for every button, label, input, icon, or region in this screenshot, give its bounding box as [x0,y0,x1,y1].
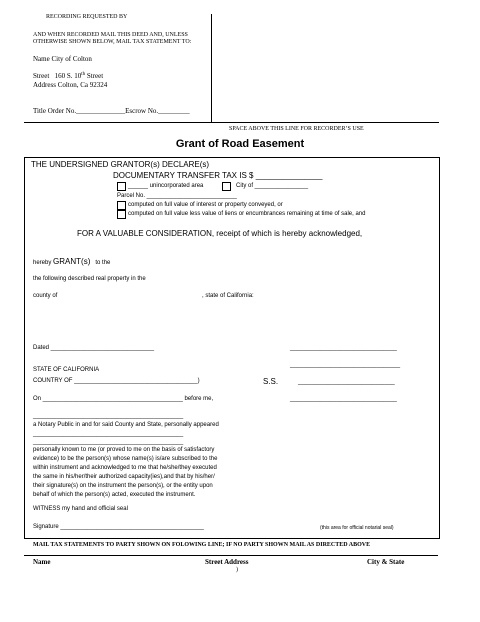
notary-blank-1: _____________________________________________ [33,413,184,419]
witness-line: WITNESS my hand and official seal [33,506,128,512]
notary-body-1: personally known to me (or proved to me on the basis of satisfactory [33,447,215,453]
mail-tax-city-state: City & State [367,558,405,566]
mail-tax-heading: MAIL TAX STATEMENTS TO PARTY SHOWN ON FOLOWING LINE; IF NO PARTY SHOWN MAIL AS DIRECTED ABOVE [33,542,371,548]
grant-line: hereby GRANT(s) to the [33,257,111,266]
notary-signature-line: Signature ___________________________________________ [33,524,204,530]
ss-label: S.S. [263,377,279,386]
notarial-seal-area: (this area for official notarial seal) [320,525,394,531]
mail-instruction-line1: AND WHEN RECORDED MAIL THIS DEED AND, UNLESS [33,32,188,38]
mail-instruction-line2: OTHERWISE SHOWN BELOW, MAIL TAX STATEMENT TO: [33,39,192,45]
notary-body-2: evidence) to be the person(s) whose name(s) is/are subscribed to the [33,456,218,462]
grantor-signature-line-2: _________________________________ [290,362,401,368]
title-order-escrow: Title Order No.______________Escrow No._________ [33,107,190,115]
city-of-label: City of ________________ [236,183,309,189]
computed-less-liens-label: computed on full value less value of liens or encumbrances remaining at time of sale, and [128,211,366,217]
closing-paren: ) [236,567,238,573]
country-of-line: COUNTRY OF _____________________________________) [33,378,200,384]
mail-to-street: Street 160 S. 10th Street [33,72,104,80]
recording-requested-by: RECORDING REQUESTED BY [46,14,128,20]
on-before-me-line: On __________________________________________ before me, [33,396,214,402]
state-of-california: STATE OF CALIFORNIA [33,367,100,373]
grantor-declare: THE UNDERSIGNED GRANTOR(s) DECLARE(s) [31,160,210,169]
dated-line: Dated _______________________________ [33,345,155,351]
unincorporated-label: ______ unincorporated area [128,183,204,189]
state-of-california-label: , state of California: [202,293,254,299]
valuable-consideration: FOR A VALUABLE CONSIDERATION, receipt of which is hereby acknowledged, [77,229,363,238]
space-above-note: SPACE ABOVE THIS LINE FOR RECORDER’S USE [229,126,364,132]
recorder-divider-vertical [211,14,212,122]
mail-tax-underline [24,555,438,556]
notary-body-6: behalf of which the person(s) acted, executed the instrument. [33,492,196,498]
computed-full-value-label: computed on full value of interest or property conveyed, or [128,202,283,208]
grantor-signature-line-3: _____________________________ [298,379,395,385]
transfer-tax-line: DOCUMENTARY TRANSFER TAX IS $ _______________ [113,171,323,180]
described-property: the following described real property in the [33,276,146,282]
mail-tax-street: Street Address [205,558,249,566]
computed-full-value-checkbox[interactable] [117,201,126,210]
notary-public-line: a Notary Public in and for said County and State, personally appeared [33,422,219,428]
mail-tax-name: Name [33,558,51,566]
notary-body-4: the same in his/her/their authorized capacity(ies),and that by his/her/ [33,474,215,480]
county-of-label: county of [33,293,58,299]
notary-body-5: their signature(s) on the instrument the person(s), or the entity upon [33,483,213,489]
grantor-signature-line-4: ________________________________ [290,396,397,402]
city-of-checkbox[interactable] [222,182,231,191]
computed-less-liens-checkbox[interactable] [117,210,126,219]
document-title: Grant of Road Easement [175,138,305,150]
notary-blank-2: _____________________________________________ [33,431,184,437]
mail-to-address: Address Colton, Ca 92324 [33,81,108,89]
parcel-no: Parcel No. ___________________________ [117,193,237,199]
mail-to-name: Name City of Colton [33,55,92,63]
unincorporated-checkbox[interactable] [117,182,126,191]
recorder-divider-horizontal [24,122,439,123]
notary-blank-3: _____________________________________________ [33,439,184,445]
notary-body-3: within instrument and acknowledged to me that he/she/they executed [33,465,217,471]
grantor-signature-line-1: ________________________________ [290,345,397,351]
